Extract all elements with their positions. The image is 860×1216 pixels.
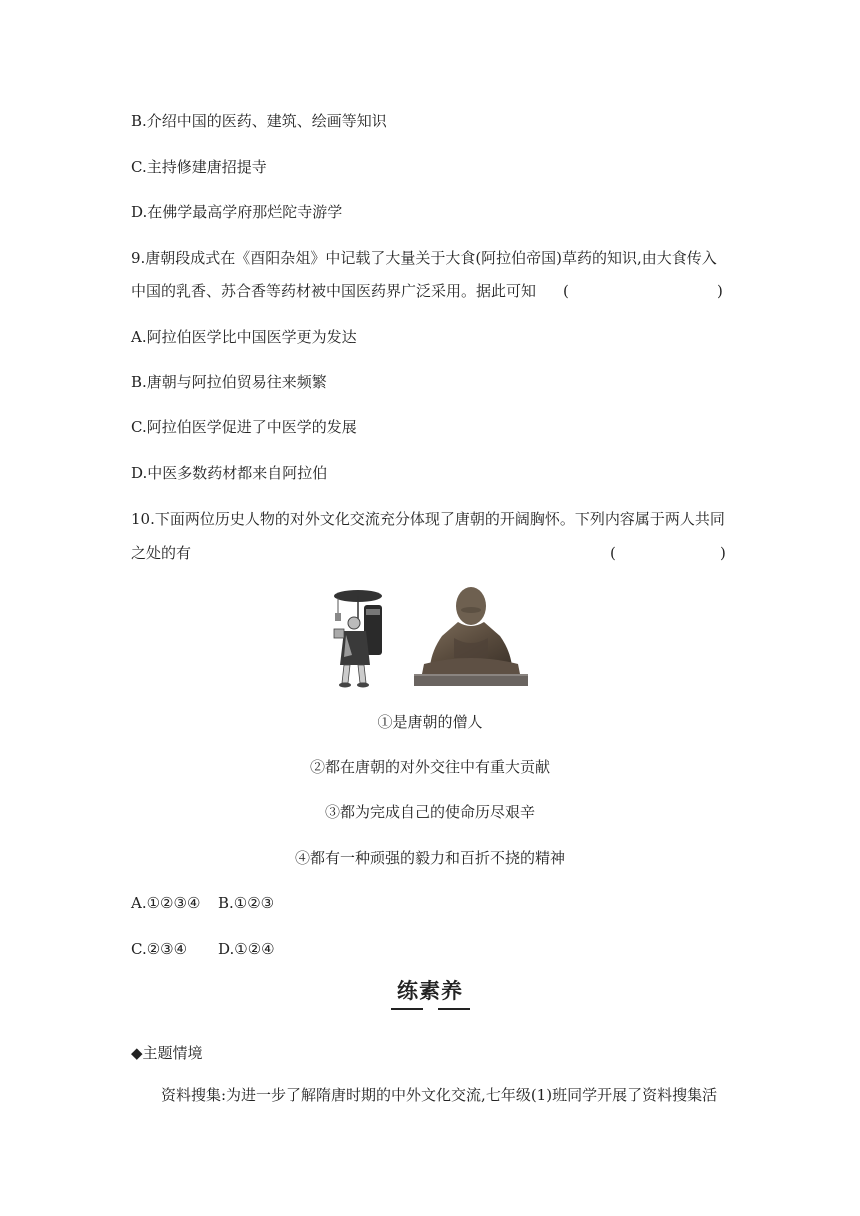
section-title-underline-right	[438, 1008, 470, 1010]
q10-option-b: B.①②③	[218, 894, 275, 912]
q10-stem-line1: 10.下面两位历史人物的对外文化交流充分体现了唐朝的开阔胸怀。下列内容属于两人共同	[131, 510, 725, 528]
monk-traveler-image	[330, 585, 390, 690]
q9-option-a: A.阿拉伯医学比中国医学更为发达	[131, 328, 357, 346]
q8-option-b: B.介绍中国的医药、建筑、绘画等知识	[131, 112, 387, 130]
q9-stem-line2: 中国的乳香、苏合香等药材被中国医药界广泛采用。据此可知	[131, 282, 537, 300]
q10-option-d: D.①②④	[218, 940, 275, 958]
q10-statement-4: ④都有一种顽强的毅力和百折不挠的精神	[294, 849, 565, 867]
q9-answer-bracket-close: )	[717, 282, 723, 300]
q10-option-c: C.②③④	[131, 940, 188, 958]
q10-option-a: A.①②③④	[131, 894, 201, 912]
q9-option-d: D.中医多数药材都来自阿拉伯	[131, 464, 328, 482]
subtitle	[131, 1043, 203, 1063]
q10-statement-2: ②都在唐朝的对外交往中有重大贡献	[309, 758, 550, 776]
q9-option-b: B.唐朝与阿拉伯贸易往来频繁	[131, 373, 327, 391]
q10-statement-3: ③都为完成自己的使命历尽艰辛	[324, 803, 535, 821]
diamond-bullet-icon: ◆	[131, 1044, 143, 1062]
q9-stem-line1: 9.唐朝段成式在《酉阳杂俎》中记载了大量关于大食(阿拉伯帝国)草药的知识,由大食传入	[131, 249, 717, 267]
q10-answer-bracket-close: )	[720, 544, 726, 562]
section-title: 练素养	[397, 979, 463, 1003]
seated-monk-statue-image	[414, 578, 528, 688]
q8-option-c: C.主持修建唐招提寺	[131, 158, 267, 176]
q10-stem-line2: 之处的有	[131, 544, 192, 562]
materials-paragraph: 资料搜集:为进一步了解隋唐时期的中外文化交流,七年级(1)班同学开展了资料搜集活	[161, 1086, 718, 1104]
section-title-underline-left	[391, 1008, 423, 1010]
q10-statement-1: ①是唐朝的僧人	[377, 713, 483, 731]
q9-option-c: C.阿拉伯医学促进了中医学的发展	[131, 418, 357, 436]
q8-option-d: D.在佛学最高学府那烂陀寺游学	[131, 203, 343, 221]
subtitle-text: 主题情境	[142, 1044, 203, 1062]
q9-answer-bracket-open: (	[563, 282, 569, 300]
q10-answer-bracket-open: (	[610, 544, 616, 562]
